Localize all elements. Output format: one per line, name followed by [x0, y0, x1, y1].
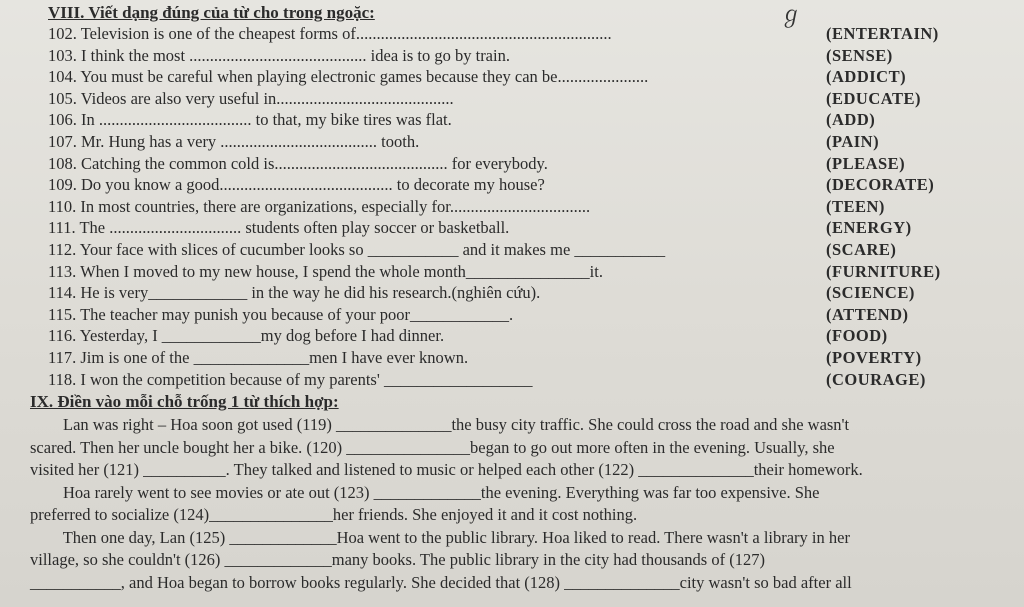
exercise-item-answer-word: (FOOD): [826, 326, 888, 346]
exercise-item-answer-word: (EDUCATE): [826, 88, 921, 108]
exercise-item-text: 103. I think the most ........................................... idea is to go by train.: [48, 45, 510, 65]
exercise-item-answer-word: (TEEN): [826, 196, 885, 216]
exercise-item-text: 112. Your face with slices of cucumber looks so ___________ and it makes me ___________: [48, 240, 666, 259]
passage-line: scared. Then her uncle bought her a bike. (120) _______________began to go out more often in the evening. Usually, she: [30, 437, 835, 457]
exercise-item-text: 116. Yesterday, I ____________my dog before I had dinner.: [48, 326, 445, 346]
exercise-item-answer-word: (ENERGY): [826, 218, 912, 238]
passage-line: village, so she couldn't (126) _____________many books. The public library in the city had thousands of (127): [30, 550, 765, 569]
passage-line: Hoa rarely went to see movies or ate out (123) _____________the evening. Everything was far too expensive. She: [30, 482, 820, 502]
passage-line: preferred to socialize (124)_______________her friends. She enjoyed it and it cost nothing.: [30, 505, 638, 524]
exercise-item-text: 104. You must be careful when playing electronic games because they can be......................: [48, 67, 649, 87]
exercise-item-text: 115. The teacher may punish you because of your poor____________.: [48, 304, 514, 324]
passage-line: Lan was right – Hoa soon got used (119) ______________the busy city traffic. She could cross the road and she wasn't: [30, 415, 850, 434]
exercise-item-text: 110. In most countries, there are organizations, especially for..................................: [48, 196, 591, 216]
section-8-heading: VIII. Viết dạng đúng của từ cho trong ngoặc:: [48, 3, 375, 22]
exercise-item-answer-word: (ATTEND): [826, 304, 909, 324]
exercise-item-text: 117. Jim is one of the ______________men I have ever known.: [48, 348, 469, 367]
exercise-item-answer-word: (SCARE): [826, 240, 897, 259]
exercise-item-answer-word: (FURNITURE): [826, 261, 941, 281]
exercise-item-answer-word: (ADD): [826, 110, 876, 130]
exercise-item-text: 109. Do you know a good.......................................... to decorate my house?: [48, 175, 545, 195]
exercise-item-text: 102. Television is one of the cheapest forms of..............................................................: [48, 24, 612, 43]
exercise-item-text: 118. I won the competition because of my parents' __________________: [48, 369, 533, 389]
exercise-item-text: 113. When I moved to my new house, I spend the whole month_______________it.: [48, 261, 603, 281]
exercise-item-text: 107. Mr. Hung has a very ...................................... tooth.: [48, 132, 420, 151]
passage-line: visited her (121) __________. They talked and listened to music or helped each other (122) ______________their homework.: [30, 460, 863, 479]
section-9-heading: IX. Điền vào mỗi chỗ trống 1 từ thích hợp:: [30, 392, 339, 411]
exercise-item-answer-word: (PLEASE): [826, 153, 906, 173]
exercise-item-answer-word: (SENSE): [826, 45, 893, 65]
passage-line: ___________, and Hoa began to borrow books regularly. She decided that (128) ______________city wasn't so bad after all: [30, 572, 852, 592]
exercise-item-answer-word: (POVERTY): [826, 348, 922, 367]
exercise-item-text: 106. In ..................................... to that, my bike tires was flat.: [48, 110, 452, 130]
exercise-item-answer-word: (SCIENCE): [826, 283, 915, 303]
exercise-item-answer-word: (ENTERTAIN): [826, 24, 939, 43]
exercise-item-answer-word: (ADDICT): [826, 67, 907, 87]
exercise-item-text: 111. The ................................ students often play soccer or basketball.: [48, 218, 510, 238]
exercise-item-answer-word: (PAIN): [826, 132, 880, 151]
exercise-item-text: 114. He is very____________ in the way he did his research.(nghiên cứu).: [48, 283, 541, 303]
exercise-item-answer-word: (COURAGE): [826, 369, 926, 389]
exercise-item-answer-word: (DECORATE): [826, 175, 935, 195]
handwritten-mark: ℊ: [780, 3, 803, 28]
exercise-item-text: 108. Catching the common cold is.......................................... for everybody.: [48, 153, 548, 173]
passage-line: Then one day, Lan (125) _____________Hoa went to the public library. Hoa liked to read. There wasn't a library in her: [30, 527, 850, 547]
exercise-item-text: 105. Videos are also very useful in...........................................: [48, 88, 454, 108]
